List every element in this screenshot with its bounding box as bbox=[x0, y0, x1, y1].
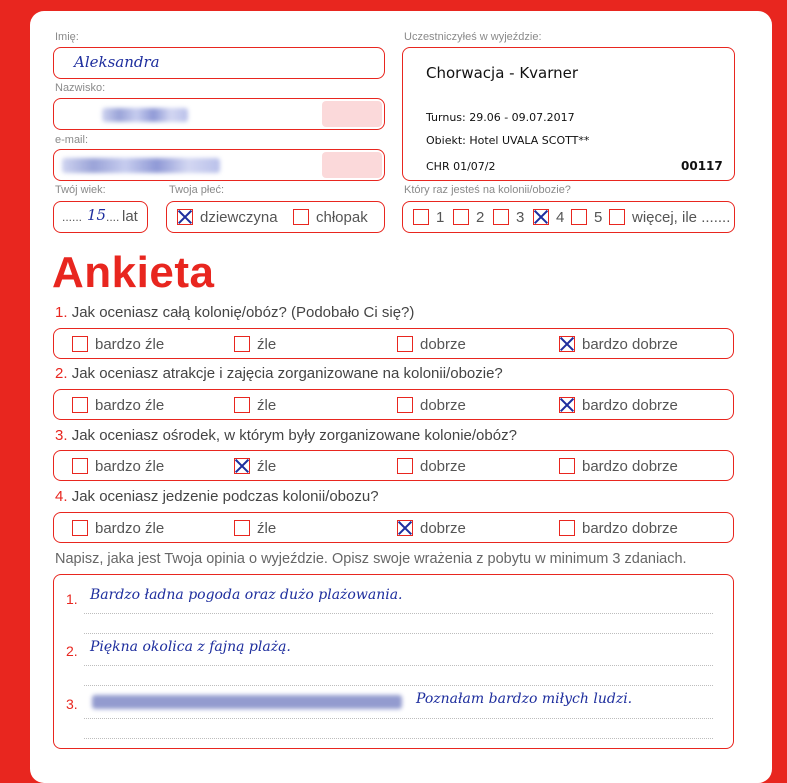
question-2: 2. Jak oceniasz atrakcje i zajęcia zorganizowane na kolonii/obozie? bbox=[55, 365, 503, 382]
rating-row-1 bbox=[53, 328, 734, 359]
rating-option[interactable]: bardzo dobrze bbox=[559, 457, 678, 475]
trip-obiekt: Obiekt: Hotel UVALA SCOTT** bbox=[426, 134, 590, 147]
trip-destination: Chorwacja - Kvarner bbox=[426, 64, 579, 82]
surname-field[interactable] bbox=[53, 98, 385, 130]
times-option-5[interactable]: 5 bbox=[571, 208, 602, 226]
rating-option[interactable]: źle bbox=[234, 396, 276, 414]
checkbox[interactable] bbox=[72, 336, 88, 352]
checkbox-checked[interactable] bbox=[397, 520, 413, 536]
dotted-line bbox=[84, 738, 713, 739]
checkbox[interactable] bbox=[493, 209, 509, 225]
rating-option[interactable]: dobrze bbox=[397, 519, 466, 537]
times-option-2[interactable]: 2 bbox=[453, 208, 484, 226]
rating-option[interactable]: źle bbox=[234, 457, 276, 475]
gender-field bbox=[166, 201, 385, 233]
trip-code: CHR 01/07/2 bbox=[426, 160, 496, 173]
checkbox[interactable] bbox=[397, 336, 413, 352]
times-option-more[interactable]: więcej, ile ....... bbox=[609, 208, 730, 226]
dotted-line bbox=[84, 685, 713, 686]
checkbox[interactable] bbox=[72, 520, 88, 536]
times-option-4[interactable]: 4 bbox=[533, 208, 564, 226]
checkbox-checked[interactable] bbox=[177, 209, 193, 225]
rating-option[interactable]: bardzo źle bbox=[72, 457, 164, 475]
email-field[interactable] bbox=[53, 149, 385, 181]
rating-option[interactable]: bardzo źle bbox=[72, 335, 164, 353]
rating-option[interactable]: bardzo źle bbox=[72, 519, 164, 537]
redacted-email bbox=[62, 158, 220, 173]
name-field[interactable] bbox=[53, 47, 385, 79]
dotted-line bbox=[84, 665, 713, 666]
times-label: Który raz jesteś na kolonii/obozie? bbox=[404, 184, 571, 196]
checkbox[interactable] bbox=[397, 397, 413, 413]
checkbox[interactable] bbox=[397, 458, 413, 474]
age-dots-right: .... bbox=[106, 210, 120, 224]
dotted-line bbox=[84, 718, 713, 719]
rating-row-2 bbox=[53, 389, 734, 420]
rating-option[interactable]: źle bbox=[234, 335, 276, 353]
trip-label: Uczestniczyłeś w wyjeździe: bbox=[404, 31, 542, 43]
rating-option[interactable]: bardzo dobrze bbox=[559, 335, 678, 353]
checkbox[interactable] bbox=[571, 209, 587, 225]
rating-option[interactable]: dobrze bbox=[397, 396, 466, 414]
checkbox[interactable] bbox=[609, 209, 625, 225]
checkbox-checked[interactable] bbox=[234, 458, 250, 474]
question-1: 1. Jak oceniasz całą kolonię/obóz? (Podobało Ci się?) bbox=[55, 304, 415, 321]
age-dots-left: ...... bbox=[62, 210, 83, 224]
rating-option[interactable]: bardzo dobrze bbox=[559, 519, 678, 537]
answer-number: 2. bbox=[66, 643, 78, 659]
rating-row-3 bbox=[53, 450, 734, 481]
answer-3-text: Poznałam bardzo miłych ludzi. bbox=[416, 691, 633, 707]
opinion-prompt: Napisz, jaka jest Twoja opinia o wyjeździe. Opisz swoje wrażenia z pobytu w minimum 3 zdaniach. bbox=[55, 551, 687, 567]
gender-label: Twoja płeć: bbox=[169, 184, 225, 196]
checkbox[interactable] bbox=[234, 520, 250, 536]
question-3: 3. Jak oceniasz ośrodek, w którym były zorganizowane kolonie/obóz? bbox=[55, 427, 517, 444]
crossed-out-text bbox=[92, 695, 402, 709]
question-4: 4. Jak oceniasz jedzenie podczas kolonii/obozu? bbox=[55, 488, 379, 505]
rating-option[interactable]: źle bbox=[234, 519, 276, 537]
answer-2-text: Piękna okolica z fajną plażą. bbox=[90, 639, 291, 655]
rating-option[interactable]: bardzo źle bbox=[72, 396, 164, 414]
checkbox-checked[interactable] bbox=[559, 397, 575, 413]
name-value: Aleksandra bbox=[74, 53, 160, 71]
survey-title: Ankieta bbox=[52, 248, 215, 297]
name-label: Imię: bbox=[55, 31, 79, 43]
age-unit: lat bbox=[122, 208, 138, 225]
redacted-surname bbox=[102, 108, 188, 122]
rating-option[interactable]: dobrze bbox=[397, 457, 466, 475]
checkbox[interactable] bbox=[293, 209, 309, 225]
checkbox[interactable] bbox=[234, 397, 250, 413]
email-label: e-mail: bbox=[55, 134, 89, 146]
checkbox[interactable] bbox=[559, 520, 575, 536]
trip-turnus: Turnus: 29.06 - 09.07.2017 bbox=[426, 111, 575, 124]
answer-number: 3. bbox=[66, 696, 78, 712]
age-value: 15 bbox=[87, 206, 107, 224]
rating-option[interactable]: dobrze bbox=[397, 335, 466, 353]
gender-option-girl[interactable]: dziewczyna bbox=[177, 208, 278, 226]
times-option-1[interactable]: 1 bbox=[413, 208, 444, 226]
opinion-box[interactable] bbox=[53, 574, 734, 749]
redacted-shading bbox=[322, 152, 382, 178]
rating-row-4 bbox=[53, 512, 734, 543]
answer-1-text: Bardzo ładna pogoda oraz dużo plażowania. bbox=[90, 587, 403, 603]
gender-option-boy[interactable]: chłopak bbox=[293, 208, 368, 226]
age-field[interactable] bbox=[53, 201, 148, 233]
age-label: Twój wiek: bbox=[55, 184, 106, 196]
times-field bbox=[402, 201, 735, 233]
redacted-shading bbox=[322, 101, 382, 127]
trip-info-box bbox=[402, 47, 735, 181]
times-option-3[interactable]: 3 bbox=[493, 208, 524, 226]
dotted-line bbox=[84, 613, 713, 614]
checkbox[interactable] bbox=[413, 209, 429, 225]
rating-option[interactable]: bardzo dobrze bbox=[559, 396, 678, 414]
checkbox[interactable] bbox=[559, 458, 575, 474]
checkbox[interactable] bbox=[72, 458, 88, 474]
checkbox-checked[interactable] bbox=[533, 209, 549, 225]
checkbox-checked[interactable] bbox=[559, 336, 575, 352]
checkbox[interactable] bbox=[72, 397, 88, 413]
checkbox[interactable] bbox=[234, 336, 250, 352]
dotted-line bbox=[84, 633, 713, 634]
trip-number: 00117 bbox=[681, 159, 723, 173]
checkbox[interactable] bbox=[453, 209, 469, 225]
surname-label: Nazwisko: bbox=[55, 82, 106, 94]
answer-number: 1. bbox=[66, 591, 78, 607]
